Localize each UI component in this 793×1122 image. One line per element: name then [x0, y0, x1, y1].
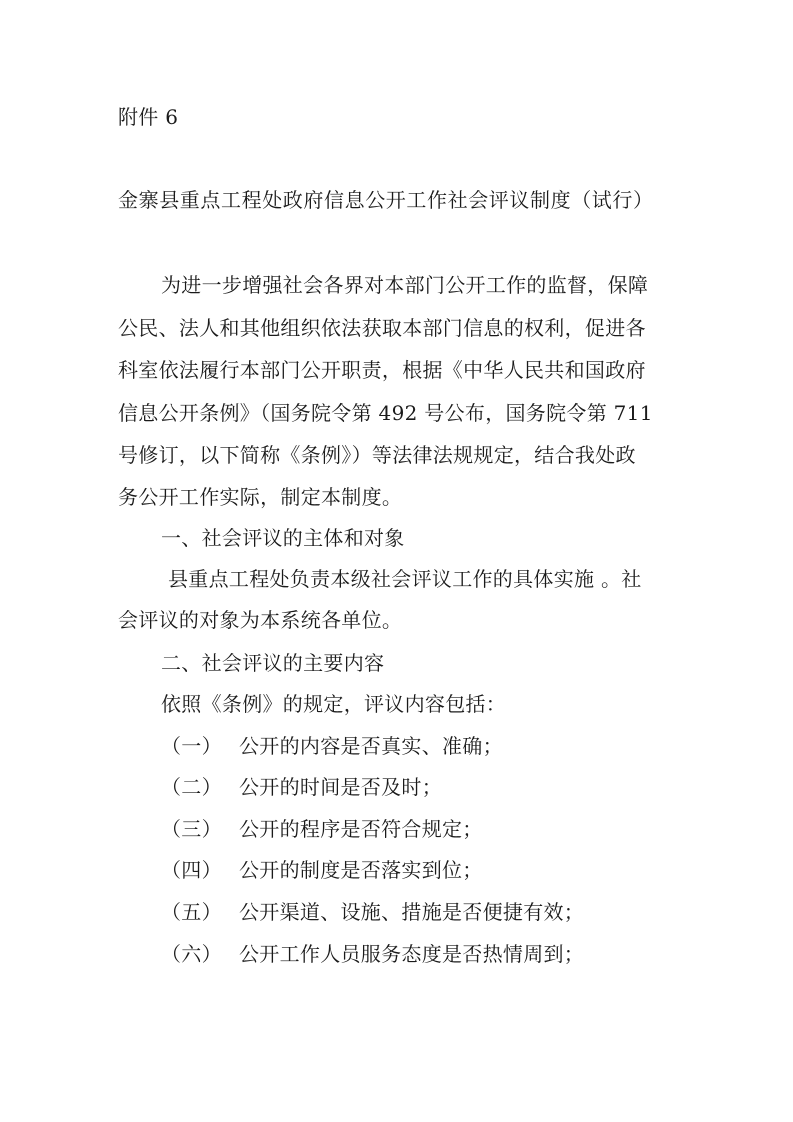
list-item-number: （一） [161, 734, 222, 758]
list-item [161, 899, 584, 925]
list-item-number: （五） [161, 900, 222, 924]
list-item-number: （三） [161, 817, 222, 841]
intro-line-6: 务公开工作实际，制定本制度。 [118, 485, 403, 509]
intro-line-2: 公民、法人和其他组织依法获取本部门信息的权利，促进各 [118, 316, 646, 340]
list-item-text: 公开工作人员服务态度是否热情周到； [239, 942, 585, 966]
intro-line-5: 号修订，以下简称《条例》）等法律法规规定，结合我处政 [118, 443, 636, 467]
list-item-text: 公开的程序是否符合规定； [239, 817, 483, 841]
section-1-line-2: 会评议的对象为本系统各单位。 [118, 608, 403, 632]
list-item [161, 774, 442, 800]
section-1-line-1: 县重点工程处负责本级社会评议工作的具体实施 。社 [168, 567, 642, 591]
list-item-text: 公开的制度是否落实到位； [239, 858, 483, 882]
list-item-number: （四） [161, 858, 222, 882]
intro-line-4: 信息公开条例》（国务院令第 492 号公布，国务院令第 711 [118, 401, 653, 425]
list-item-number: （二） [161, 775, 222, 799]
list-item [161, 941, 584, 967]
intro-line-1: 为进一步增强社会各界对本部门公开工作的监督，保障 [161, 273, 649, 297]
section-2-heading: 二、社会评议的主要内容 [161, 651, 385, 675]
attachment-label: 附件 6 [118, 105, 179, 129]
list-item [161, 816, 483, 842]
list-item-number: （六） [161, 942, 222, 966]
list-item [161, 857, 483, 883]
intro-line-3: 科室依法履行本部门公开职责，根据《中华人民共和国政府 [118, 358, 646, 382]
section-2-lead: 依照《条例》的规定，评议内容包括： [161, 692, 507, 716]
list-item-text: 公开渠道、设施、措施是否便捷有效； [239, 900, 585, 924]
document-title: 金寨县重点工程处政府信息公开工作社会评议制度（试行） [118, 188, 654, 212]
list-item [161, 733, 503, 759]
list-item-text: 公开的内容是否真实、准确； [239, 734, 503, 758]
section-1-heading: 一、社会评议的主体和对象 [161, 526, 405, 550]
list-item-text: 公开的时间是否及时； [239, 775, 442, 799]
